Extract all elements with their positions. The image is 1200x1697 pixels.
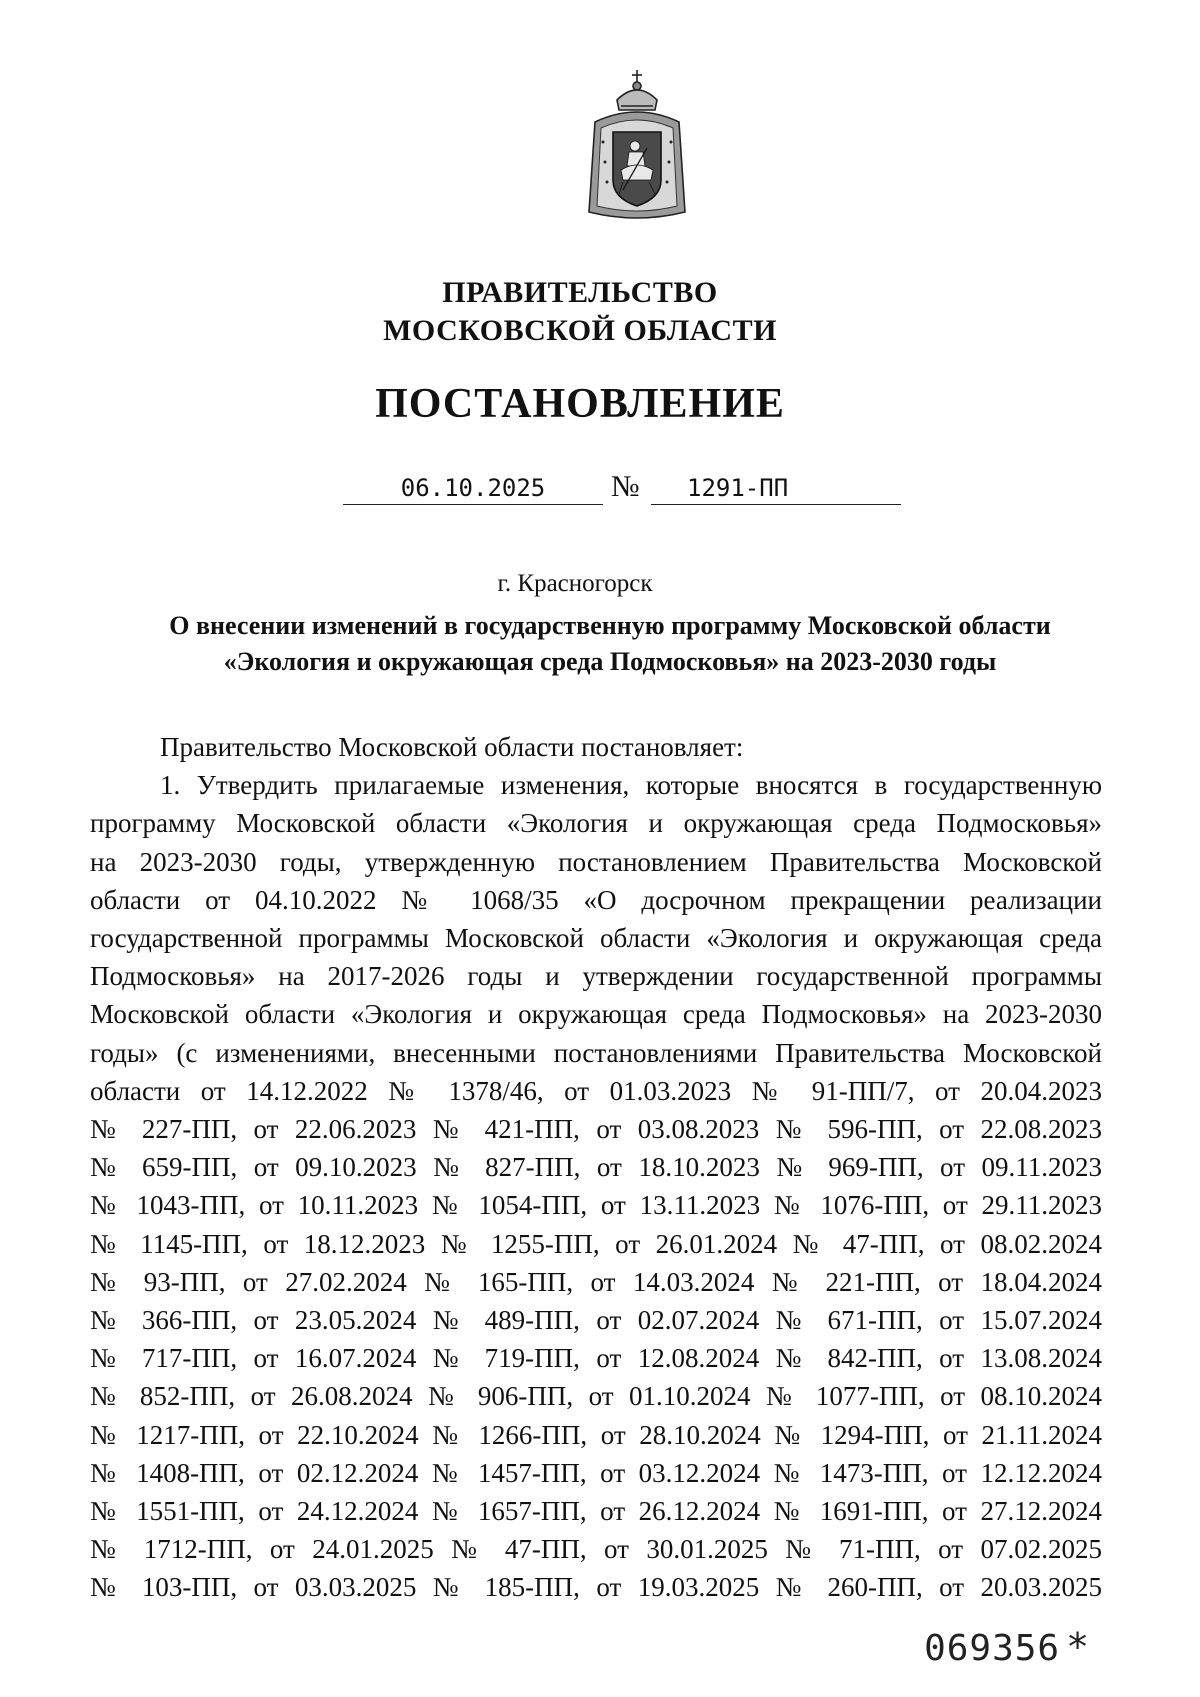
- body-line: на 2023-2030 годы, утвержденную постановлением Правительства Московской: [90, 846, 1102, 877]
- body-line: области от 04.10.2022 № 1068/35 «О досрочном прекращении реализации: [90, 884, 1102, 915]
- subject-line: О внесении изменений в государственную программу Московской области: [169, 611, 1051, 640]
- document-type-title: ПОСТАНОВЛЕНИЕ: [375, 381, 785, 427]
- body-lines: [90, 766, 1102, 1606]
- document-date: 06.10.2025: [343, 474, 603, 505]
- body-line: № 1712-ПП, от 24.01.2025 № 47-ПП, от 30.01.2025 № 71-ПП, от 07.02.2025: [90, 1534, 1102, 1565]
- body-line: № 717-ПП, от 16.07.2024 № 719-ПП, от 12.08.2024 № 842-ПП, от 13.08.2024: [90, 1343, 1102, 1374]
- body-line: № 852-ПП, от 26.08.2024 № 906-ПП, от 01.10.2024 № 1077-ПП, от 08.10.2024: [90, 1381, 1102, 1412]
- body-line: Московской области «Экология и окружающая среда Подмосковья» на 2023-2030: [90, 999, 1102, 1030]
- serial-digits: 069356: [924, 1628, 1061, 1669]
- city: г. Красногорск: [497, 570, 653, 597]
- document-subject: [120, 608, 1100, 680]
- org-name-line2: МОСКОВСКОЙ ОБЛАСТИ: [383, 314, 777, 347]
- body-line: государственной программы Московской области «Экология и окружающая среда: [90, 923, 1102, 954]
- body-line: № 1551-ПП, от 24.12.2024 № 1657-ПП, от 26.12.2024 № 1691-ПП, от 27.12.2024: [90, 1496, 1102, 1527]
- body-line: № 1145-ПП, от 18.12.2023 № 1255-ПП, от 26.01.2024 № 47-ПП, от 08.02.2024: [90, 1228, 1102, 1259]
- body-line: 1. Утвердить прилагаемые изменения, которые вносятся в государственную: [160, 770, 1102, 801]
- preamble: Правительство Московской области постановляет:: [160, 732, 744, 762]
- body-line: № 1043-ПП, от 10.11.2023 № 1054-ПП, от 13.11.2023 № 1076-ПП, от 29.11.2023: [90, 1190, 1102, 1221]
- document-body: [90, 728, 1102, 1607]
- body-line: Подмосковья» на 2017-2026 годы и утверждении государственной программы: [90, 961, 1102, 992]
- body-line: области от 14.12.2022 № 1378/46, от 01.03.2023 № 91-ПП/7, от 20.04.2023: [90, 1075, 1102, 1106]
- org-name-line1: ПРАВИТЕЛЬСТВО: [442, 276, 718, 309]
- coat-of-arms-icon: [577, 62, 697, 222]
- date-number-line: [343, 470, 903, 514]
- body-line: № 1217-ПП, от 22.10.2024 № 1266-ПП, от 28.10.2024 № 1294-ПП, от 21.11.2024: [90, 1419, 1102, 1450]
- body-line: № 93-ПП, от 27.02.2024 № 165-ПП, от 14.03.2024 № 221-ПП, от 18.04.2024: [90, 1266, 1102, 1297]
- body-line: № 1408-ПП, от 02.12.2024 № 1457-ПП, от 03.12.2024 № 1473-ПП, от 12.12.2024: [90, 1457, 1102, 1488]
- serial-number: [924, 1625, 1090, 1669]
- body-line: № 366-ПП, от 23.05.2024 № 489-ПП, от 02.07.2024 № 671-ПП, от 15.07.2024: [90, 1305, 1102, 1336]
- body-line: № 103-ПП, от 03.03.2025 № 185-ПП, от 19.03.2025 № 260-ПП, от 20.03.2025: [90, 1572, 1102, 1603]
- body-line: № 659-ПП, от 09.10.2023 № 827-ПП, от 18.10.2023 № 969-ПП, от 09.11.2023: [90, 1152, 1102, 1183]
- document-number: 1291-ПП: [651, 474, 901, 505]
- number-sign: №: [611, 470, 640, 503]
- subject-line: «Экология и окружающая среда Подмосковья» на 2023-2030 годы: [223, 647, 997, 676]
- body-line: № 227-ПП, от 22.06.2023 № 421-ПП, от 03.08.2023 № 596-ПП, от 22.08.2023: [90, 1114, 1102, 1145]
- serial-mark: *: [1066, 1625, 1090, 1669]
- body-line: программу Московской области «Экология и окружающая среда Подмосковья»: [90, 808, 1102, 839]
- body-line: годы» (с изменениями, внесенными постановлениями Правительства Московской: [90, 1037, 1102, 1068]
